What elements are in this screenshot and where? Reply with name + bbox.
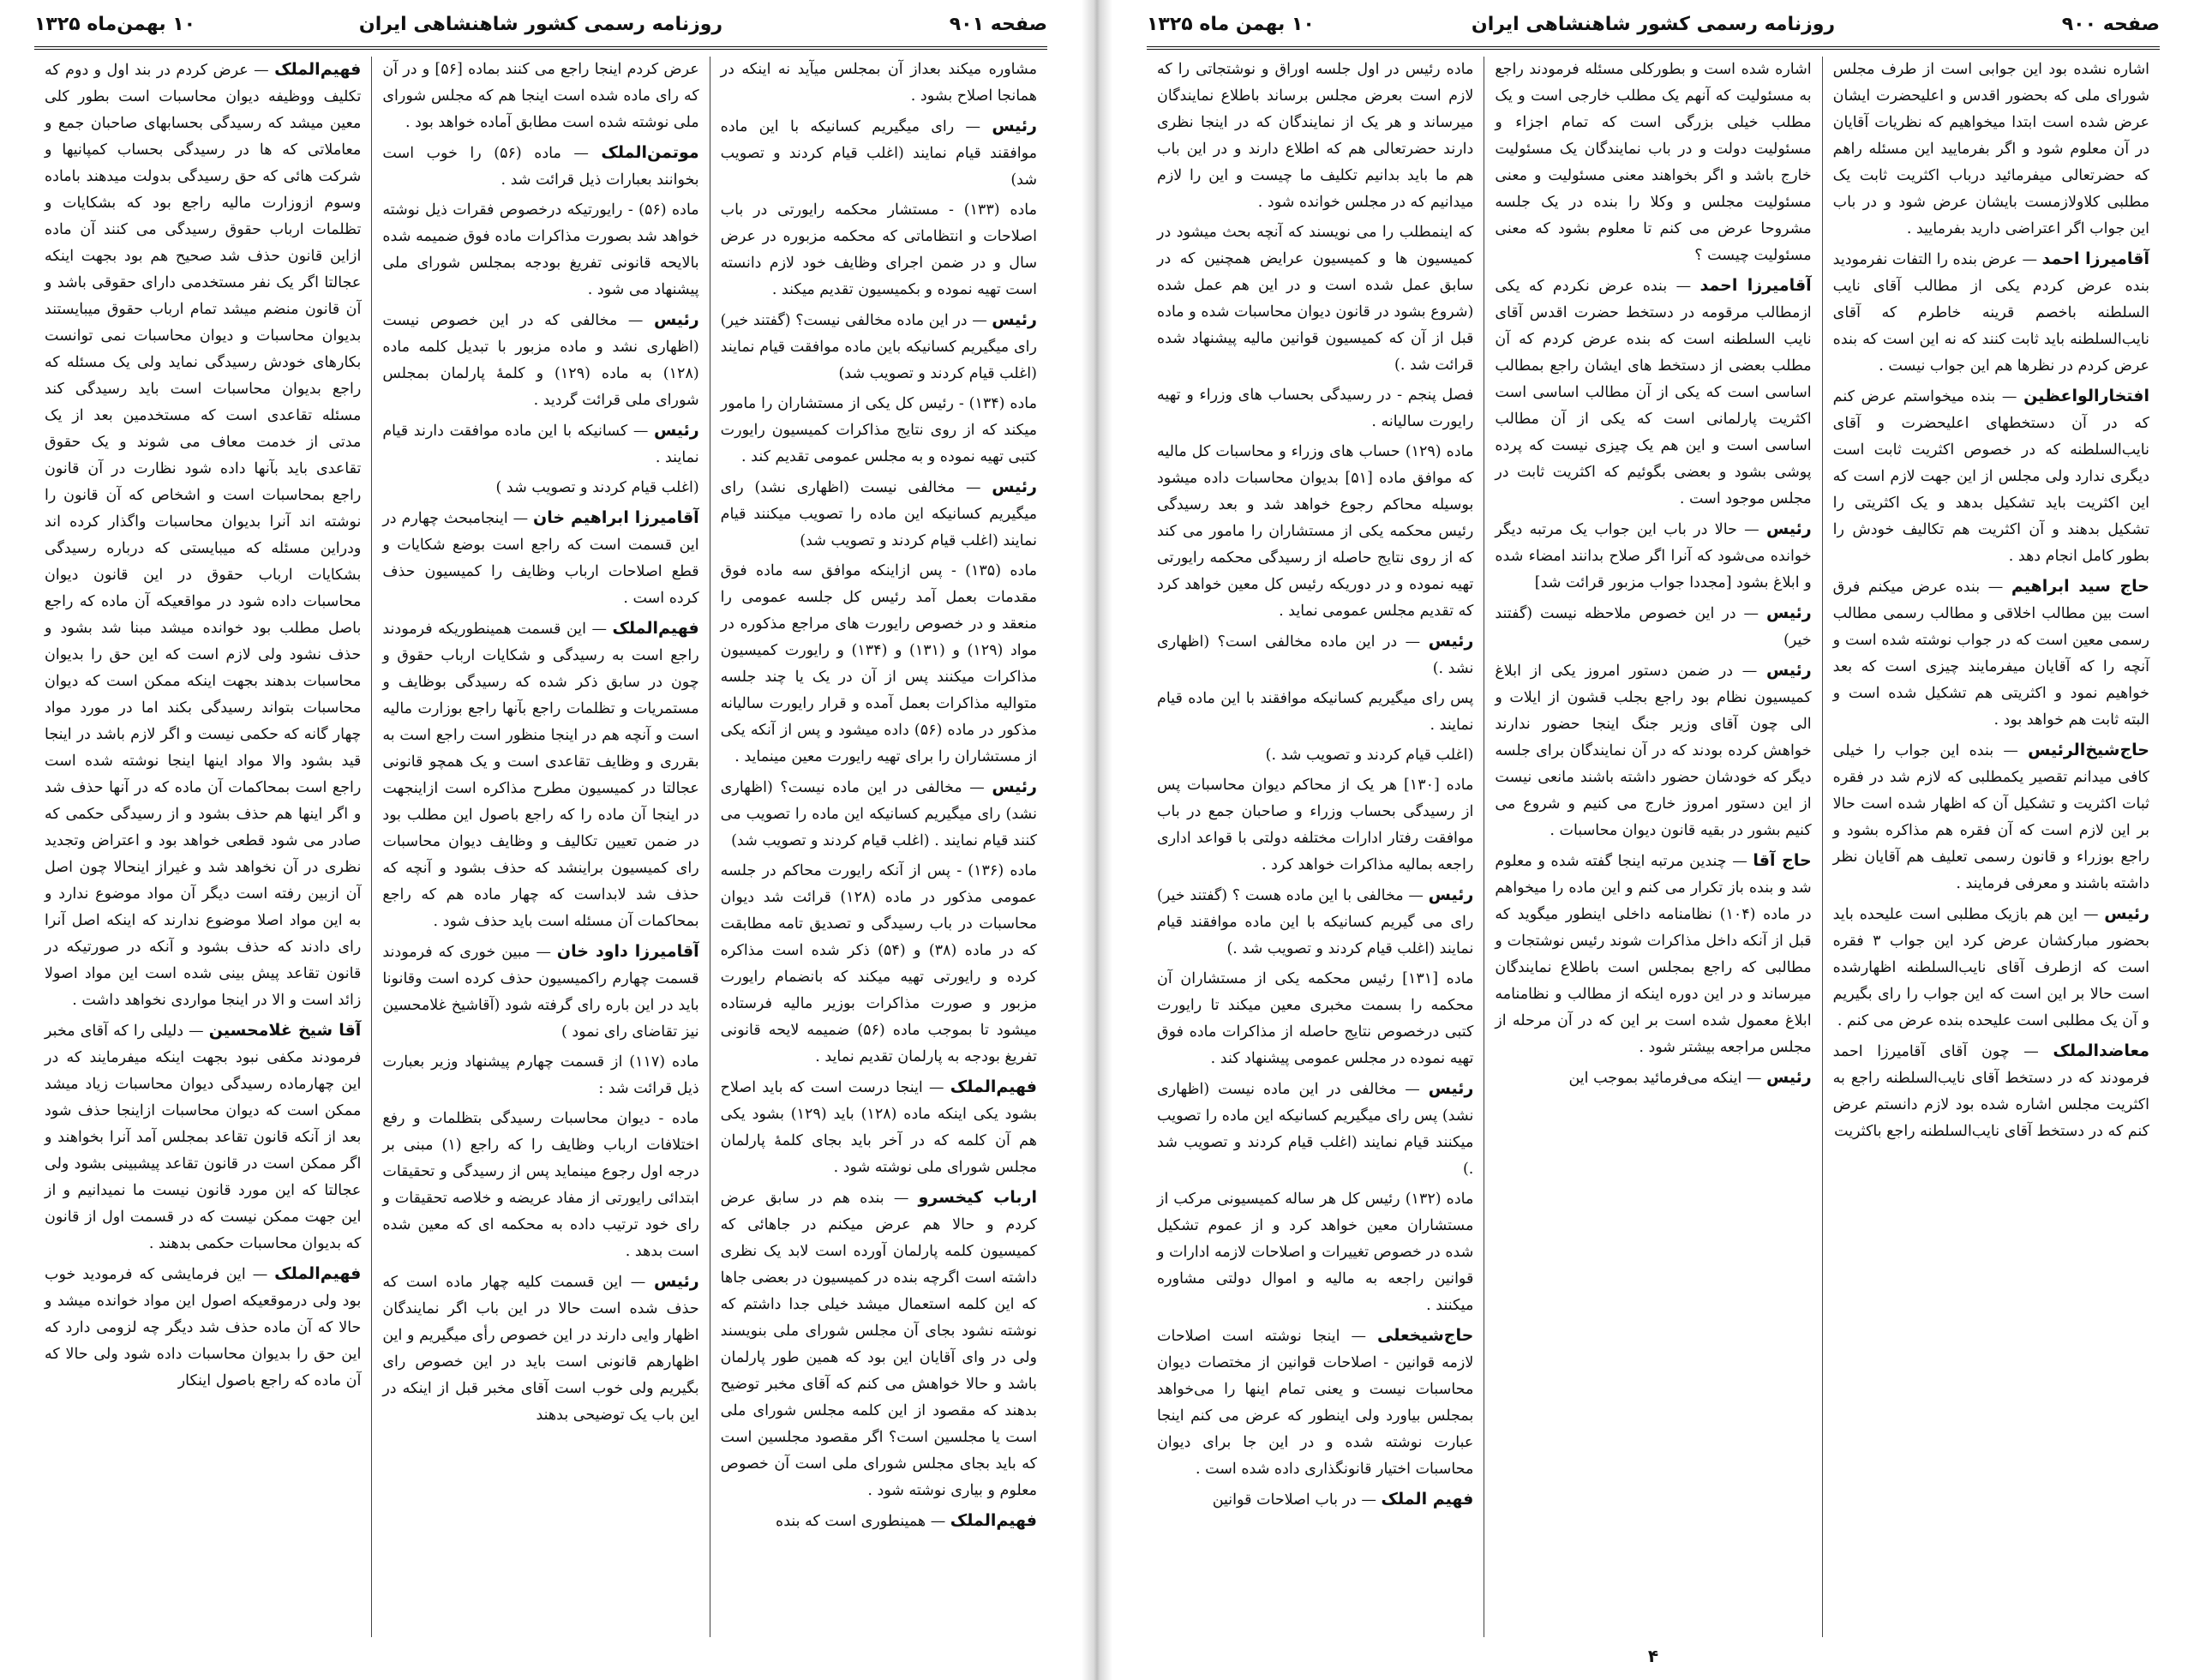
paragraph bbox=[1157, 628, 1473, 682]
paragraph-text: دلیلی را که آقای مخبر فرمودند مکفی نبود بجهت اینکه میفرمایند که در این چهارماده رسیدگی دیوان محاسبات زیاد میشد ممکن است که دیوان محاسبات ازاینجا حذف شود بعد از آنکه قانون تقاعد بمجلس آمد آنرا بخواهند و اگر ممکن است در قانون تقاعد پیشبینی بشود ولی عجالتا که این مورد قانون نیست ما نمیدانیم و از این جهت ممکن نیست که در قسمت اول از قانون که بدیوان محاسبات حکمی بدهند . bbox=[45, 1023, 362, 1252]
speaker-dash: — bbox=[2077, 906, 2105, 923]
paragraph bbox=[45, 57, 361, 1014]
paragraph bbox=[382, 417, 698, 471]
paragraph-text: مخالفی نیست (اظهاری نشد) رای میگیریم کسانیکه این ماده را تصویب میکنند قیام نمایند (اغلب قیام کردند و تصویب شد) bbox=[720, 479, 1037, 549]
paragraph bbox=[1833, 901, 2149, 1035]
paragraph-text: این هم بازیک مطلبی است علیحده باید بحضور مبارکشان عرض کرد این جواب ۳ فقره است که ازطرف آقای نایب‌السلطنه اظهارشده است حالا بر این است که این جواب را رای بگیریم و آن یک مطلبی است علیحده بنده عرض می کنم . bbox=[1832, 906, 2149, 1029]
paragraph bbox=[721, 1185, 1037, 1504]
speaker-name: رئیس bbox=[1765, 661, 1812, 680]
paragraph bbox=[1157, 57, 1473, 216]
paragraph-text: بنده عرض نکردم که یکی ازمطالب مرقومه در دستخط حضرت اقدس آقای نایب السلطنه است که بنده عرض کردم که آن مطلب بعضی از دستخط های ایشان راجع بمطالب اساسی است که یکی از آن مطالب اساسی است اکثریت پارلمانی است که یکی از آن مطالب اساسی است و این هم یک چیزی نیست که پرده پوشی بشود و بعضی بگوئیم که اکثریت ثابت در مجلس موجود است . bbox=[1495, 278, 1812, 507]
speaker-name: فهیم‌الملک bbox=[612, 619, 699, 638]
speaker-dash: — bbox=[884, 1190, 919, 1207]
paragraph-text: رای میگیریم کسانیکه با این ماده موافقند قیام نمایند (اغلب قیام کردند و تصویب شد) bbox=[720, 118, 1037, 189]
paragraph-text: اینجامبحث چهارم در این قسمت است که راجع است بوضع شکایات و قطع اصلاحات ارباب وظایف را کمیسیون حذف کرده است . bbox=[382, 510, 699, 607]
speaker-name: رئیس bbox=[1765, 1068, 1812, 1087]
speaker-name: رئیس bbox=[992, 777, 1037, 796]
paragraph-text: ماده [۱۳۱] رئیس محکمه یکی از مستشاران آن محکمه را بسمت مخبری معین میکند تا رایورت کتبی درخصوص نتایج حاصله از مذاکرات ماده فوق تهیه نموده در مجلس عمومی پیشنهاد کند . bbox=[1157, 970, 1474, 1067]
paragraph bbox=[1833, 737, 2149, 897]
paragraph bbox=[382, 140, 698, 194]
speaker-dash: — bbox=[2017, 251, 2042, 268]
paragraph-text: در این ماده مخالفی نیست؟ (گفتند خیر) رای میگیریم کسانیکه باین ماده موافقت قیام نمایند (اغلب قیام کردند و تصویب شد) bbox=[720, 312, 1037, 382]
paragraph-text: ماده (۱۳۶) - پس از آنکه رایورت محاکم در جلسه عمومی مذکور در ماده (۱۲۸) قرائت شد دیوان محاسبات در باب رسیدگی و تصدیق تامه مطابقت که در ماده (۳۸) و (۵۴) ذکر شده است مذاکره کرده و رایورتی تهیه میکند که بانضمام رایورت مزبور و صورت مذاکرات بوزیر مالیه فرستاده میشود تا بموجب ماده (۵۶) ضمیمه لایحه قانونی تفریغ بودجه به پارلمان تقدیم نماید . bbox=[720, 862, 1038, 1065]
paragraph bbox=[1157, 742, 1473, 769]
paragraph-text: بنده عرض میکنم فرق است بین مطالب اخلاقی و مطالب رسمی مطالب رسمی معین است که در جواب نوشته شده است و آنچه را که آقایان میفرمایند چیزی است که بعد خواهیم نمود و اکثریتی هم تشکیل شده است و البته ثابت هم خواهد بود . bbox=[1832, 579, 2149, 729]
paragraph bbox=[1495, 273, 1811, 513]
paragraph-text: در این خصوص ملاحظه نیست (گفتند خیر) bbox=[1495, 605, 1812, 649]
paragraph-text: بنده این جواب را خیلی کافی میدانم تقصیر یکمطلبی که لازم شد در فقره ثبات اکثریت و تشکیل آن که اظهار شده است حالا بر این لازم است که آن فقره هم مذاکره بشود و راجع بوزراء و قانون رسمی تعلیف هم آقایان نظر داشته باشند و معرفی فرمایند . bbox=[1832, 742, 2149, 892]
paragraph bbox=[1495, 57, 1811, 269]
speaker-name: رئیس bbox=[1428, 1079, 1474, 1098]
speaker-name: حاج‌شیخعلی bbox=[1376, 1326, 1474, 1345]
paragraph bbox=[721, 1074, 1037, 1181]
speaker-dash: — bbox=[586, 621, 613, 638]
speaker-name: حاج آقا bbox=[1753, 851, 1812, 870]
speaker-name: فهیم الملک bbox=[1381, 1490, 1474, 1509]
column bbox=[1484, 57, 1821, 1637]
paragraph bbox=[45, 1261, 361, 1395]
paragraph-text: که اینمطلب را می نویسند که آنچه بحث میشود در کمیسیون ها و کمیسیون عرایض همچنین که در سابق عمل شده است و در این هم عمل شده (شروع بشود در قانون دیوان محاسبات شده و ماده قبل از آن که کمیسیون قوانین مالیه پیشنهاد شده قرائت شد .) bbox=[1157, 224, 1474, 374]
speaker-dash: — bbox=[1736, 521, 1766, 538]
paragraph bbox=[1833, 573, 2149, 734]
speaker-dash: — bbox=[1340, 1328, 1377, 1345]
speaker-dash: — bbox=[954, 118, 992, 135]
paragraph bbox=[721, 197, 1037, 303]
page-footer-number: ۴ bbox=[1647, 1646, 1659, 1666]
paragraph-text: ماده (۱۲۹) حساب های وزراء و محاسبات کل مالیه که موافق ماده [۵۱] بدیوان محاسبات داده میشود بوسیله محاکم رجوع خواهد شد و بعد رسیدگی رئیس محکمه یکی از مستشاران را مامور می کند که از روی نتایج حاصله از رسیدگی محکمه رایورتی تهیه نموده و در دوریکه رئیس کل معین خواهد کرد که تقدیم مجلس عمومی نماید . bbox=[1157, 443, 1474, 620]
paragraph bbox=[382, 505, 698, 612]
paragraph-text: ماده (۵۶) را خوب است بخوانند بعبارات ذیل قرائت شد . bbox=[382, 145, 699, 189]
paragraph bbox=[1157, 686, 1473, 739]
paragraph bbox=[1157, 382, 1473, 435]
paragraph bbox=[1157, 1076, 1473, 1183]
paragraph bbox=[1157, 966, 1473, 1072]
paragraph-text: مخالفی با این ماده هست ؟ (گفتند خیر) رای می گیریم کسانیکه با این ماده موافقند قیام نمایند (اغلب قیام کردند و تصویب شد .) bbox=[1157, 887, 1474, 957]
speaker-name: رئیس bbox=[2104, 904, 2149, 923]
paragraph bbox=[721, 307, 1037, 387]
paragraph-text: در باب اصلاحات قوانین bbox=[1212, 1491, 1357, 1509]
speaker-name: رئیس bbox=[1428, 885, 1474, 904]
paragraph bbox=[721, 113, 1037, 194]
paragraph-text: در این ماده مخالفی است؟ (اظهاری نشد .) bbox=[1157, 633, 1474, 677]
paragraph bbox=[382, 57, 698, 136]
speaker-name: آقامیرزا احمد bbox=[1699, 276, 1812, 295]
paragraph-text: چندین مرتبه اینجا گفته شده و معلوم شد و بنده باز تکرار می کنم و این ماده را میخواهم در ماده (۱۰۴) نظامنامه داخلی اینطور میگوید که قبل از آنکه داخل مذاکرات شوند رئیس نوشتجات و مطالبی که راجع بمجلس است باطلاع نمایندگان میرساند و در این دوره اینکه از مطالب و نظامنامه ابلاغ معمول شده است بر این که در آن مرحله از مجلس مراجعه بیشتر شود . bbox=[1495, 853, 1812, 1056]
paragraph bbox=[382, 939, 698, 1046]
paragraph-text: ماده رئیس در اول جلسه اوراق و نوشتجاتی را که لازم است بعرض مجلس برساند باطلاع نمایندگان میرساند و هر یک از نمایندگان که در اینجا نظری دارند حضرتعالی هم که اطلاع دارند و در این باب هم ما باید بدانیم تکلیف ما چیست و این را لازم میدانیم که در مجلس خوانده شود . bbox=[1157, 61, 1474, 211]
speaker-dash: — bbox=[1741, 1070, 1766, 1087]
paragraph-text: پس رای میگیریم کسانیکه موافقند با این ماده قیام نمایند . bbox=[1157, 690, 1474, 734]
speaker-dash: — bbox=[1733, 663, 1766, 680]
speaker-dash: — bbox=[1980, 579, 2011, 596]
paragraph bbox=[382, 615, 698, 935]
paragraph bbox=[1495, 657, 1811, 844]
paragraph-text: چون آقای آقامیرزا احمد فرمودند که در دستخط آقای نایب‌السلطنه راجع به اکثریت مجلس اشاره شده بود لازم دانستم عرض کنم که در دستخط آقای نایب‌السلطنه راجع باکثریت bbox=[1832, 1043, 2149, 1140]
paragraph bbox=[1495, 848, 1811, 1061]
paragraph bbox=[382, 1106, 698, 1265]
paragraph bbox=[721, 558, 1037, 771]
paragraph bbox=[1833, 57, 2149, 243]
speaker-dash: — bbox=[245, 1266, 275, 1283]
paragraph-text: مخالفی در این ماده نیست (اظهاری نشد) پس رای میگیریم کسانیکه این ماده را تصویب میکنند قیام نمایند (اغلب قیام کردند و تصویب شد .) bbox=[1157, 1081, 1474, 1178]
paragraph-text: مخالفی که در این خصوص نیست (اظهاری نشد و ماده مزبور با تبدیل کلمه ماده (۱۲۸) به ماده (۱۲۹) و کلمهٔ پارلمان بمجلس شورای ملی قرائت گردید . bbox=[382, 312, 699, 409]
paragraph-text: این قسمت کلیه چهار ماده است که حذف شده است حالا در این باب اگر نمایندگان اظهار وایی دارند در این خصوص رأی میگیریم و این اظهارهم قانونی است باید در این خصوص رای بگیریم ولی خوب است آقای مخبر قبل از اینکه در این باب یک توضیحی بدهند bbox=[382, 1274, 699, 1424]
speaker-name: فهیم‌الملک bbox=[950, 1511, 1037, 1530]
paragraph bbox=[1157, 1323, 1473, 1483]
newspaper-title: روزنامه رسمی کشور شاهنشاهی ایران bbox=[358, 14, 723, 35]
speaker-name: رئیس bbox=[992, 310, 1037, 329]
paragraph-text: همینطوری است که بنده bbox=[776, 1513, 926, 1530]
paragraph-text: این قسمت همینطوریکه فرمودند راجع است به رسیدگی و شکایات ارباب حقوق و چون در سابق ذکر شده که رسیدگی بوظایف و مستمریات و تظلمات راجع بآنها راجع بوزارت مالیه است و آنچه هم در اینجا منظور است راجع است به بقرری و وظایف تقاعدی است و یک همچو قانونی عجالتا در کمیسیون مطرح مذاکره است ازاینجهت در اینجا آن ماده را که راجع باصول این مطلب بود در ضمن تعیین تکالیف و وظایف دیوان محاسبات رای کمیسیون براینشد که حذف بشود و آنچه که حذف شد لابداست که چهار ماده هم که راجع بمحاکمات آن مسئله است باید حذف شود . bbox=[382, 621, 699, 930]
speaker-dash: — bbox=[1995, 388, 2024, 405]
speaker-name: ارباب کیخسرو bbox=[918, 1188, 1037, 1207]
speaker-name: فهیم‌الملک bbox=[274, 60, 362, 79]
paragraph bbox=[721, 391, 1037, 471]
speaker-dash: — bbox=[1356, 1491, 1382, 1509]
paragraph bbox=[382, 197, 698, 303]
paragraph bbox=[721, 774, 1037, 855]
paragraph-text: ماده (۱۳۳) - مستشار محکمه رایورتی در باب اصلاحات و انتظاماتی که محکمه مزبوره در عرض سال و در ضمن اجرای وظایف خود لازم دانسته است تهیه نموده و بکمیسیون تقدیم میکند . bbox=[720, 201, 1037, 298]
paragraph bbox=[382, 475, 698, 501]
paragraph bbox=[382, 1049, 698, 1102]
paragraph bbox=[382, 307, 698, 414]
speaker-dash: — bbox=[183, 1023, 209, 1040]
column bbox=[1147, 57, 1484, 1637]
paragraph-text: (اغلب قیام کردند و تصویب شد ) bbox=[495, 479, 699, 496]
speaker-dash: — bbox=[1993, 742, 2029, 759]
paragraph bbox=[1157, 882, 1473, 963]
paragraph-text: بنده میخواستم عرض کنم که در آن دستخطهای اعلیحضرت و آقای نایب‌السلطنه که در خصوص اکثریت ثابت است دیگری ندارد ولی مجلس از این جهت لازم است که این اکثریت باید تشکیل بدهد و یک اکثریتی را تشکیل بدهند و آن اکثریت هم تکالیف خودش را بطور کامل انجام دهد . bbox=[1832, 388, 2149, 565]
speaker-name: آقامیرزا داود خان bbox=[556, 942, 699, 961]
paragraph-text: عرض کردم اینجا راجع می کنند بماده [۵۶] و در آن که رای ماده شده است اینجا هم که مجلس شورای ملی نوشته شده است مطابق آماده خواهد بود . bbox=[382, 61, 699, 131]
speaker-name: فهیم‌الملک bbox=[950, 1077, 1037, 1096]
speaker-dash: — bbox=[507, 510, 534, 527]
paragraph-text: ماده (۱۳۵) - پس ازاینکه موافق سه ماده فوق مقدمات بعمل آمد رئیس کل جلسه عمومی را منعقد و در خصوص رایورت های مراجع مذکوره در مواد (۱۲۹) و (۱۳۱) و (۱۳۴) و رایورت کمیسیون مذاکرات میکنند پس از آن در یک یا چند جلسه متوالیه مذاکرات بعمل آمده و قرار رایورت سالیانه مذکور در ماده (۵۶) داده میشود و پس از آنکه یکی از مستشاران را برای تهیه رایورت معین مینماید . bbox=[720, 562, 1038, 765]
paragraph-text: حالا در باب این جواب یک مرتبه دیگر خوانده می‌شود که آنرا اگر صلاح بدانند امضاء شده و ابلاغ بشود [مجددا جواب مزبور قرائت شد] bbox=[1495, 521, 1812, 591]
speaker-dash: — bbox=[248, 62, 275, 79]
text-columns bbox=[34, 57, 1047, 1637]
paragraph-text: ماده (۱۳۴) - رئیس کل یکی از مستشاران را مامور میکند که از روی نتایج مذاکرات کمیسیون رایورت کتبی تهیه نموده و به مجلس عمومی تقدیم کند . bbox=[720, 395, 1038, 465]
page-number: صفحه ۹۰۰ bbox=[2061, 14, 2160, 35]
speaker-dash: — bbox=[967, 312, 992, 329]
page-number: صفحه ۹۰۱ bbox=[949, 14, 1047, 35]
book-gutter bbox=[1082, 0, 1112, 1680]
speaker-dash: — bbox=[1396, 1081, 1429, 1098]
speaker-name: موتمن‌الملک bbox=[601, 143, 699, 162]
speaker-name: رئیس bbox=[992, 477, 1037, 496]
speaker-dash: — bbox=[622, 1274, 654, 1291]
speaker-dash: — bbox=[926, 1513, 950, 1530]
speaker-name: حاج‌شیخ‌الرئیس bbox=[2028, 741, 2149, 759]
page-header bbox=[34, 12, 1047, 50]
speaker-name: آقامیرزا ابراهیم خان bbox=[533, 508, 699, 527]
paragraph-text: ماده (۵۶) - رایورتیکه درخصوص فقرات ذیل نوشته خواهد شد بصورت مذاکرات ماده فوق ضمیمه شده بالایحه قانونی تفریغ بودجه بمجلس شورای ملی پیشنهاد می شود . bbox=[382, 201, 699, 298]
newspaper-title: روزنامه رسمی کشور شاهنشاهی ایران bbox=[1471, 14, 1836, 35]
speaker-name: رئیس bbox=[653, 310, 699, 329]
speaker-dash: — bbox=[955, 479, 992, 496]
speaker-dash: — bbox=[962, 779, 992, 796]
speaker-dash: — bbox=[1735, 605, 1766, 622]
paragraph bbox=[721, 57, 1037, 110]
page-header bbox=[1147, 12, 2160, 50]
speaker-name: رئیس bbox=[992, 117, 1037, 135]
speaker-name: رئیس bbox=[1428, 632, 1474, 651]
paragraph-text: ماده (۱۳۲) رئیس کل هر ساله کمیسیونی مرکب از مستشاران معین خواهد کرد و از عموم تشکیل شده در خصوص تغییرات و اصلاحات لازمه ادارات و قوانین راجعه به مالیه و اموال دولتی مشاوره میکنند . bbox=[1157, 1191, 1474, 1314]
paragraph-text: اشاره شده است و بطورکلی مسئله فرمودند راجع به مسئولیت که آنهم یک مطلب خارجی است و یک مطلب خیلی بزرگی است که تمام اجزاء و مسئولیت دولت و در باب نمایندگان یک مسئولیت خارج باشد و اگر بخواهند معنی مسئولیت و معنی مسئولیت مجلس و وکلا را بنده در یک جلسه مشروحا عرض می کنم تا معلوم بشود که معنی مسئولیت چیست ؟ bbox=[1495, 61, 1812, 264]
paragraph-text: مخالفی در این ماده نیست؟ (اظهاری نشد) رای میگیریم کسانیکه این ماده را تصویب می کنند قیام نمایند . (اغلب قیام کردند و تصویب شد) bbox=[720, 779, 1037, 849]
paragraph bbox=[1157, 219, 1473, 379]
paragraph-text: ماده [۱۳۰] هر یک از محاکم دیوان محاسبات پس از رسیدگی بحساب وزراء و صاحبان جمع در باب موافقت رفتار ادارات مختلفه دولتی با قواعد اداری راجعه بمالیه مذاکرات خواهد کرد . bbox=[1157, 777, 1474, 873]
paragraph bbox=[721, 858, 1037, 1071]
speaker-dash: — bbox=[1726, 853, 1753, 870]
paragraph bbox=[382, 1269, 698, 1429]
paragraph bbox=[1157, 439, 1473, 625]
paragraph-text: اشاره نشده بود این جوابی است از طرف مجلس شورای ملی که بحضور اقدس و اعلیحضرت ایشان عرض شده است ابتدا میخواهیم که نظریات آقایان در آن معلوم شود و اگر بفرمایید این مسئله راهم که حضرتعالی میفرمائید درباب اکثریت ثابت یک مطلبی کلاولازمست بایشان عرض شود و در باب این جواب اگر اعتراضی دارید بفرمایید . bbox=[1832, 61, 2149, 237]
speaker-name: معاضدالملک bbox=[2053, 1041, 2149, 1060]
paragraph bbox=[1157, 1186, 1473, 1319]
speaker-name: رئیس bbox=[1765, 519, 1812, 538]
issue-date: ۱۰ بهمن ماه ۱۳۲۵ bbox=[1147, 14, 1315, 35]
paragraph-text: در ضمن دستور امروز یکی از ابلاغ کمیسیون نظام بود راجع بجلب قشون از ایلات و الی چون آقای وزیر جنگ اینجا حضور ندارند خواهش کرده بودند که در آن نمایندگان برای جلسه دیگر که خودشان حضور داشته باشند مانعی نیست از این دستور امروز خارج می کنیم و شروع می کنیم بشور در بقیه قانون دیوان محاسبات . bbox=[1495, 663, 1812, 839]
paragraph bbox=[1157, 1486, 1473, 1514]
paragraph-text: (اغلب قیام کردند و تصویب شد .) bbox=[1265, 747, 1474, 764]
paragraph bbox=[1495, 516, 1811, 597]
paragraph-text: اینجا درست است که باید اصلاح بشود یکی اینکه ماده (۱۲۸) باید (۱۲۹) بشود یکی هم آن کلمه که در آخر باید بجای کلمهٔ پارلمان مجلس شورای ملی نوشته شود . bbox=[720, 1079, 1038, 1176]
paragraph bbox=[1833, 246, 2149, 380]
speaker-name: آقا شیخ غلامحسین bbox=[208, 1021, 362, 1040]
speaker-dash: — bbox=[1397, 633, 1429, 651]
column bbox=[34, 57, 371, 1637]
text-columns bbox=[1147, 57, 2160, 1637]
paragraph-text: فصل پنجم - در رسیدگی بحساب های وزراء و تهیه رایورت سالیانه . bbox=[1157, 387, 1474, 430]
column bbox=[1822, 57, 2160, 1637]
paragraph-text: این فرمایشی که فرمودید خوب بود ولی درموقعیکه اصول این مواد خوانده میشد و حالا که آن ماده حذف شد دیگر چه لزومی دارد که این حق را بدیوان محاسبات داده شود ولی حالا که آن ماده که راجع باصول اینکار bbox=[45, 1266, 362, 1389]
paragraph-text: بنده هم در سابق عرض کردم و حالا هم عرض میکنم در جاهائی که کمیسیون کلمه پارلمان آورده است لابد یک نظری داشته است اگرچه بنده در کمیسیون در بعضی جاها که این کلمه استعمال میشد خیلی جدا داشتم که نوشته نشود بجای آن مجلس شورای ملی بنویسند ولی در وای آقایان این بود که همین طور پارلمان باشد و حالا خواهش می کنم که آقای مخبر توضیح بدهند که مقصود از این کلمه مجلس شورای ملی است یا مجلسین است؟ اگر مقصود مجلسین است که باید بجای مجلس شورای ملی است آن خصوص معلوم و بیاری نوشته شود . bbox=[720, 1190, 1037, 1499]
paragraph bbox=[1495, 600, 1811, 654]
paragraph bbox=[1157, 772, 1473, 879]
column bbox=[371, 57, 709, 1637]
paragraph bbox=[1495, 1065, 1811, 1092]
speaker-name: آقامیرزا احمد bbox=[2041, 249, 2149, 268]
speaker-dash: — bbox=[627, 423, 654, 440]
paragraph bbox=[721, 474, 1037, 555]
speaker-dash: — bbox=[560, 145, 602, 162]
issue-date: ۱۰ بهمن‌ماه ۱۳۲۵ bbox=[34, 14, 196, 35]
speaker-dash: — bbox=[922, 1079, 950, 1096]
speaker-name: رئیس bbox=[653, 421, 699, 440]
speaker-dash: — bbox=[2009, 1043, 2053, 1060]
speaker-dash: — bbox=[530, 944, 557, 961]
paragraph bbox=[721, 1508, 1037, 1535]
speaker-name: حاج سید ابراهیم bbox=[2011, 577, 2149, 596]
paragraph-text: مشاوره میکند بعداز آن بمجلس میآید نه اینکه در همانجا اصلاح بشود . bbox=[720, 61, 1037, 105]
paragraph-text: اینکه می‌فرمائید بموجب این bbox=[1568, 1070, 1742, 1087]
left-page bbox=[0, 0, 1082, 1680]
paragraph-text: عرض کردم در بند اول و دوم که تکلیف ووظیفه دیوان محاسبات است بطور کلی معین میشد که رسیدگی بحسابهای صاحبان جمع و معاملاتی که ها در رسیدگی بحساب کمپانیها و شرکت هائی که حق رسیدگی بدولت میدهند باماده وسوم ازوزارت مالیه راجع بود که بشکایات و تظلمات ارباب حقوق رسیدگی می کنند آن ماده ازاین قانون حذف شد صحیح هم بود بجهت اینکه عجالتا اگر یک نفر مستخدمی دارای حقوقی باشد و آن قانون منضم میشد تمام ارباب حقوق میبایستند بدیوان محاسبات و دیوان محاسبات نمی توانست بکارهای خودش رسیدگی نماید ولی یک مسئله که راجع بدیوان محاسبات است باید رسیدگی کند مسئله تقاعدی است که مستخدمین بعد از یک مدتی از خدمت معاف می شوند و یک حقوق تقاعدی باید بآنها داده شود نظارت در آن قانون راجع بمحاسبات است و اشخاص که آن قانون را نوشته اند آنرا بدیوان محاسبات واگذار کرده اند ودراین مسئله که میبایستی که درباره رسیدگی بشکایات ارباب حقوق در این قانون دیوان محاسبات داده شود در مواقعیکه آن ماده که راجع باصل مطلب بود خوانده میشد مبنا شد بشود و حذف نشود ولی لازم است که این حق را بدیوان محاسبات بدهند بجهت اینکه ممکن است که دیوان محاسبات بتواند رسیدگی بکند اما در مورد مواد چهار گانه که حکمی نیست و اگر لازم باشد در اینجا قید بشود والا مواد اینها اینجا نوشته شده است راجع است بمحاکمات آن ماده که در آنها حذف شد و اگر اینها هم حذف بشود و از رسیدگی حکمی که صادر می شود قطعی خواهد بود و اعتراض وتجدید نظری در آن نخواهد شد و غیراز اینحالا چون اصل آن ازبین رفته است دیگر آن مواد موضوع ندارد و به این مواد اصلا موضوع ندارند که اینکه اصل آنرا رای دادند که حذف بشود و آنکه در صورتیکه در قانون تقاعد پیش بینی شده است این مواد اصولا زائد است و الا در اینجا مواردی نخواهد داشت . bbox=[45, 62, 362, 1009]
paragraph-text: عرض بنده را التفات نفرمودید بنده عرض کردم یکی از مطالب آقای نایب السلطنه باخصم قرینه خاطرم که آقای نایب‌السلطنه باید ثابت کنند که نه این است که بنده عرض کردم در نظرها هم این جواب نیست . bbox=[1832, 251, 2149, 375]
paragraph bbox=[45, 1017, 361, 1257]
speaker-dash: — bbox=[617, 312, 654, 329]
right-page bbox=[1112, 0, 2194, 1680]
paragraph bbox=[1833, 383, 2149, 570]
speaker-dash: — bbox=[1403, 887, 1429, 904]
speaker-name: افتخارالواعظین bbox=[2023, 387, 2149, 405]
paragraph bbox=[1833, 1038, 2149, 1145]
paragraph-text: اینجا نوشته است اصلاحات لازمه قوانین - اصلاحات قوانین از مختصات دیوان محاسبات نیست و یعنی تمام اینها را می‌خواهد بمجلس بیاورد ولی اینطور که عرض می کنم اینجا عبارت نوشته شده و در این جا برای دیوان محاسبات اختیار قانونگذاری داده شده است . bbox=[1157, 1328, 1474, 1478]
column bbox=[710, 57, 1047, 1637]
speaker-name: فهیم‌الملک bbox=[274, 1264, 362, 1283]
paragraph-text: مبین خوری که فرمودند قسمت چهارم راکمیسیون حذف کرده است وقانونا باید در این باره رای گرفته شود (آقاشیخ غلامحسین نیز تقاضای رای نمود ) bbox=[382, 944, 699, 1041]
paragraph-text: ماده (۱۱۷) از قسمت چهارم پیشنهاد وزیر بعبارت ذیل قرائت شد : bbox=[382, 1053, 699, 1097]
paragraph-text: ماده - دیوان محاسبات رسیدگی بتظلمات و رفع اختلافات ارباب وظایف را که راجع (۱) مبنی بر درجه اول رجوع مینماید پس از رسیدگی و تحقیقات ابتدائی رایورتی از مفاد عریضه و خلاصه تحقیقات و رای خود ترتیب داده به محکمه ای که معین شده است بدهد . bbox=[382, 1110, 699, 1260]
speaker-dash: — bbox=[1667, 278, 1700, 295]
speaker-name: رئیس bbox=[653, 1272, 699, 1291]
paragraph-text: کسانیکه با این ماده موافقت دارند قیام نمایند . bbox=[382, 423, 699, 466]
speaker-name: رئیس bbox=[1765, 603, 1812, 622]
